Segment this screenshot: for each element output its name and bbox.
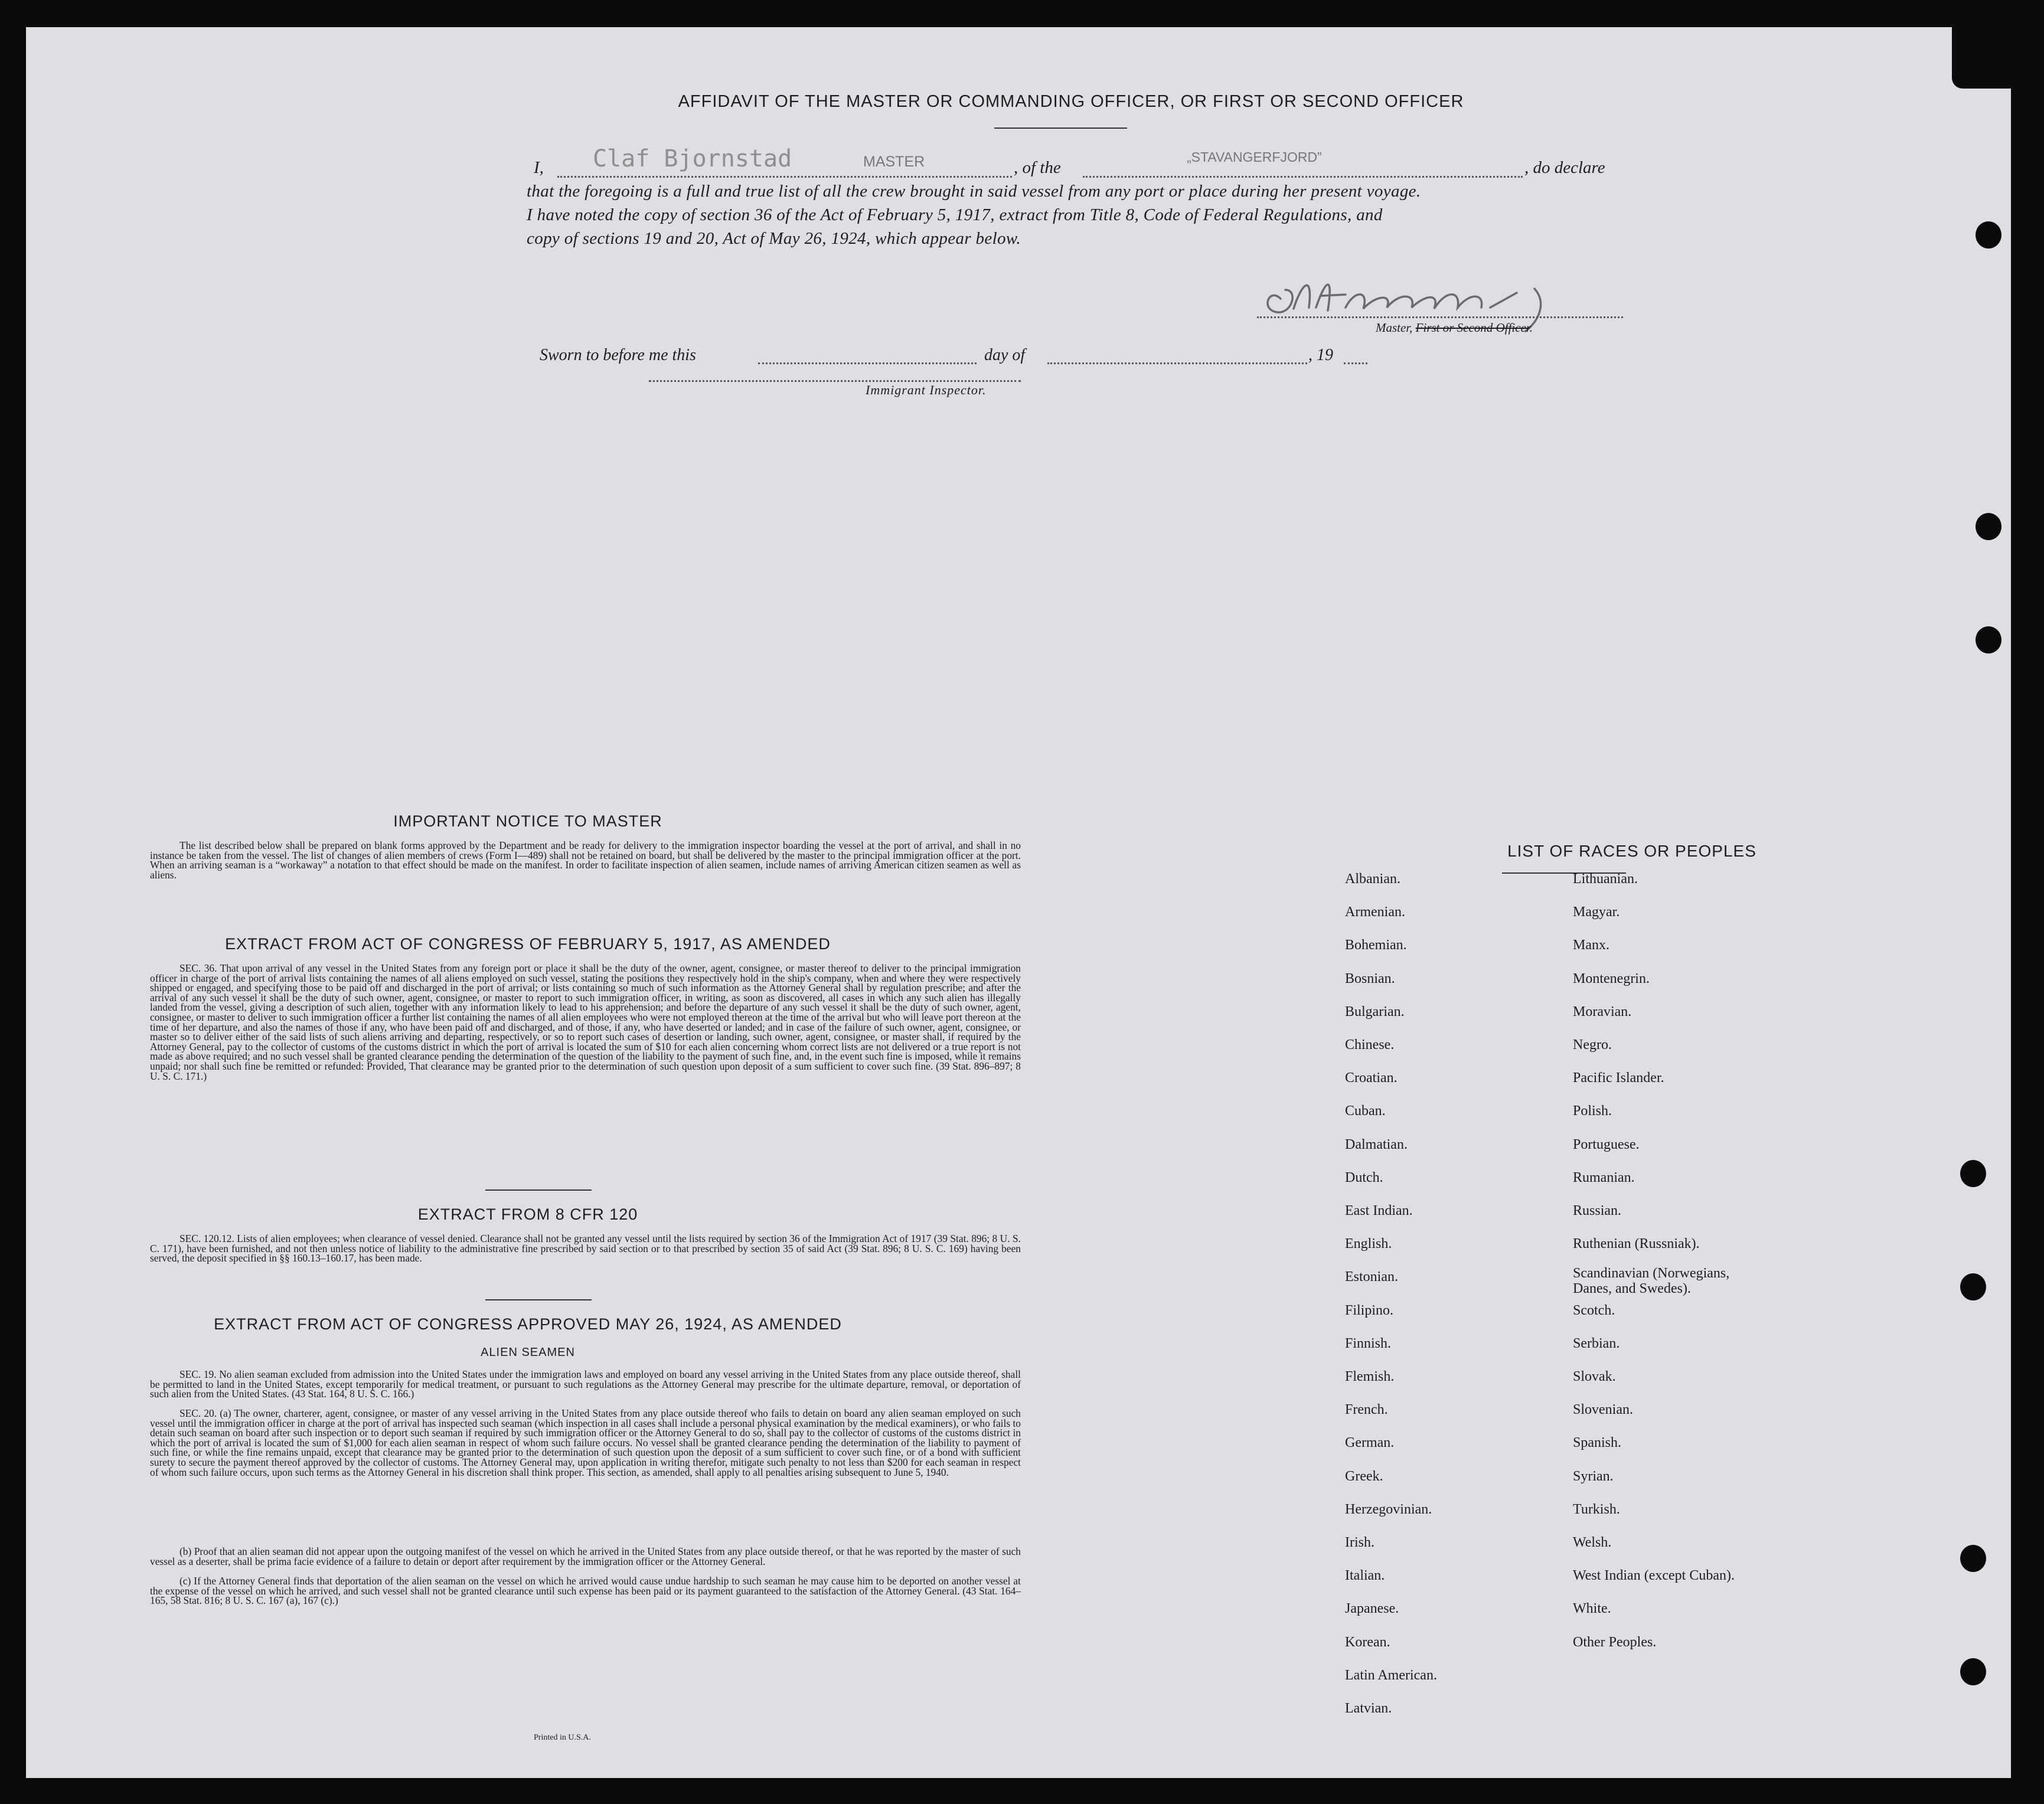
race-item: Herzegovinian. — [1345, 1501, 1432, 1517]
race-item: Polish. — [1573, 1103, 1612, 1119]
notice-text: The list described below shall be prepared on blank forms approved by the Department and be ready for delivery to the immigration inspector boarding the vessel at the port of arrival, and shall in no instance be taken from the vessel. The list of changes of alien members of crews (Form I—489) shall not be retained on board, but shall be delivered by the master to the principal immigration officer at the port. When an arriving seaman is a “workaway” a notation to that effect should be made on the manifest. In order to facilitate inspection of alien seamen, include names of arriving American citizen seamen as well as aliens. — [150, 839, 1021, 881]
vessel-name: „STAVANGERFJORD” — [1187, 149, 1322, 165]
extract-8cfr-title: EXTRACT FROM 8 CFR 120 — [417, 1205, 638, 1223]
of-the-text: , of the — [1014, 158, 1061, 177]
affidavit-title: AFFIDAVIT OF THE MASTER OR COMMANDING OFFICER, OR FIRST OR SECOND OFFICER — [678, 92, 1464, 111]
race-item: Armenian. — [1345, 904, 1405, 920]
divider — [485, 1189, 592, 1191]
declaration-line-2: that the foregoing is a full and true list of all the crew brought in said vessel from any port or place during her present voyage. — [527, 182, 1421, 201]
declaration-line-3: I have noted the copy of section 36 of the Act of February 5, 1917, extract from Title 8, Code of Federal Regulations, and — [527, 205, 1383, 224]
race-item: Welsh. — [1573, 1535, 1612, 1550]
name-line — [557, 176, 1012, 178]
race-item: Chinese. — [1345, 1037, 1395, 1053]
race-item: Greek. — [1345, 1468, 1383, 1484]
race-item: Italian. — [1345, 1568, 1385, 1584]
caption-struck-officer: First or Second Officer — [1415, 321, 1530, 335]
race-item: Moravian. — [1573, 1004, 1632, 1019]
race-item: Ruthenian (Russniak). — [1573, 1236, 1700, 1252]
race-item: Scotch. — [1573, 1302, 1615, 1318]
race-item: Lithuanian. — [1573, 871, 1638, 887]
caption-master: Master, — [1376, 321, 1413, 335]
divider — [485, 1299, 592, 1300]
race-item: Bosnian. — [1345, 970, 1395, 986]
race-item: Magyar. — [1573, 904, 1620, 920]
declaration-i: I, — [534, 158, 544, 177]
sworn-month-line — [1047, 362, 1307, 364]
master-rank: MASTER — [863, 153, 925, 170]
race-item: Montenegrin. — [1573, 970, 1650, 986]
race-item: Albanian. — [1345, 871, 1400, 887]
notice-title: IMPORTANT NOTICE TO MASTER — [393, 812, 662, 830]
binder-hole — [1960, 1273, 1986, 1300]
race-item: Korean. — [1345, 1634, 1390, 1650]
binder-hole — [1960, 1160, 1986, 1187]
race-item: German. — [1345, 1435, 1395, 1451]
binder-hole — [1976, 626, 2001, 653]
extract-1917-title: EXTRACT FROM ACT OF CONGRESS OF FEBRUARY 5, 1917, AS AMENDED — [225, 935, 831, 953]
race-item: Japanese. — [1345, 1601, 1399, 1617]
race-item: Finnish. — [1345, 1335, 1392, 1351]
master-name: Claf Bjornstad — [593, 145, 792, 172]
extract-8cfr-text: SEC. 120.12. Lists of alien employees; when clearance of vessel denied. Clearance shall not be granted any vessel until the lists required by section 36 of the Immigration Act of 1917 (39 Stat. 896; 8 U. S. C. 171), have been furnished, and not then unless notice of liability to the administrative fine prescribed by said section or to that prescribed by section 35 of said Act (39 Stat. 896; 8 U. S. C. 169) having been served, the deposit specified in §§ 160.13–160.17, has been made. — [150, 1233, 1021, 1264]
year-line — [1344, 362, 1367, 364]
year-prefix: , 19 — [1308, 346, 1333, 364]
race-item: Pacific Islander. — [1573, 1070, 1664, 1086]
extract-1924-sec20b: (b) Proof that an alien seaman did not appear upon the outgoing manifest of the vessel on which he arrived in the United States from any place outside thereof, or that he was reported by the master of such vessel as a deserter, shall be prima facie evidence of a failure to detain or deport after requirement by the immigration officer or the Attorney General. — [150, 1545, 1021, 1567]
race-item: West Indian (except Cuban). — [1573, 1568, 1735, 1584]
declaration-line-4: copy of sections 19 and 20, Act of May 26, 1924, which appear below. — [527, 229, 1021, 248]
race-item: Rumanian. — [1573, 1169, 1635, 1185]
race-item: Slovenian. — [1573, 1402, 1633, 1418]
race-item: Latin American. — [1345, 1667, 1437, 1683]
printed-in-usa: Printed in U.S.A. — [534, 1733, 591, 1742]
race-item: Irish. — [1345, 1535, 1374, 1550]
race-item: Spanish. — [1573, 1435, 1622, 1451]
race-item: Syrian. — [1573, 1468, 1614, 1484]
race-item: Serbian. — [1573, 1335, 1620, 1351]
races-title: LIST OF RACES OR PEOPLES — [1507, 842, 1756, 860]
race-item: Dalmatian. — [1345, 1136, 1408, 1152]
extract-1924-sec20a: SEC. 20. (a) The owner, charterer, agent, consignee, or master of any vessel arriving in the United States from any place outside thereof who fails to detain on board any alien seaman employed on such vessel until the immigration officer in charge at the port of arrival has inspected such seaman (which inspection in all cases shall include a personal physical examination by the medical examiners), or who fails to detain such seaman on board after such inspection or to deport such seaman if required by such immigration officer or the Attorney General to do so, shall pay to the collector of customs of the customs district in which the port of arrival is located the sum of $1,000 for each alien seaman in respect of whom such failure occurs. No vessel shall be granted clearance pending the determination of the liability to payment of such fine, or while the fine remains unpaid, except that clearance may be granted prior to the determination of such question upon the deposit of a sum sufficient to cover such fine, or of a bond with sufficient surety to secure the payment thereof approved by the collector of customs. The Attorney General may, upon application in writing therefor, mitigate such penalty to not less than $200 for each seaman in respect of whom such failure occurs, upon such terms as the Attorney General in his discretion shall think proper. This section, as amended, shall apply to all penalties arising subsequent to June 5, 1940. — [150, 1407, 1021, 1478]
form-page — [26, 27, 2011, 1778]
race-item: French. — [1345, 1402, 1388, 1418]
page-edge-tab — [1952, 27, 2011, 89]
extract-1924-sec19: SEC. 19. No alien seaman excluded from admission into the United States under the immigration laws and employed on board any vessel arriving in the United States from any place outside thereof, shall be permitted to land in the United States, except temporarily for medical treatment, or pursuant to such regulations as the Attorney General may prescribe for the ultimate departure, removal, or deportation of such alien from the United States. (43 Stat. 164, 8 U. S. C. 166.) — [150, 1368, 1021, 1400]
race-item: Manx. — [1573, 937, 1609, 953]
race-item: East Indian. — [1345, 1203, 1413, 1218]
race-item: Russian. — [1573, 1203, 1622, 1218]
divider — [994, 128, 1127, 129]
race-item: Latvian. — [1345, 1701, 1392, 1716]
race-item: Cuban. — [1345, 1103, 1386, 1119]
extract-1924-sec20c: (c) If the Attorney General finds that deportation of the alien seaman on the vessel on which he arrived would cause undue hardship to such seaman he may cause him to be deported on another vessel at the expense of the vessel on which he arrived, and such vessel shall not be granted clearance until such expense has been paid or its payment guaranteed to the satisfaction of the Attorney General. (43 Stat. 164–165, 58 Stat. 816; 8 U. S. C. 167 (a), 167 (c).) — [150, 1575, 1021, 1607]
race-item: Slovak. — [1573, 1369, 1616, 1384]
binder-hole — [1960, 1658, 1986, 1685]
signature-caption — [1376, 321, 1533, 335]
race-item: Bohemian. — [1345, 937, 1407, 953]
signature-line — [1257, 316, 1623, 318]
sworn-text: Sworn to before me this — [540, 346, 696, 364]
race-item: Filipino. — [1345, 1302, 1394, 1318]
do-declare-text: , do declare — [1524, 158, 1605, 177]
race-item: Croatian. — [1345, 1070, 1398, 1086]
extract-1917-text: SEC. 36. That upon arrival of any vessel in the United States from any foreign port or place it shall be the duty of the owner, agent, consignee, or master thereof to deliver to the principal immigration officer in charge of the port of arrival lists containing the names of all aliens employed on such vessel, stating the positions they respectively hold in the ship's company, when and where they were respectively shipped or engaged, and specifying those to be paid off and discharged in the port of arrival; or lists containing so much of such information as the Attorney General shall by regulation prescribe; and after the arrival of any such vessel it shall be the duty of such owner, agent, consignee, or master to report to such immigration officer, in writing, as soon as discovered, all cases in which any such alien has illegally landed from the vessel, giving a description of such alien, together with any information likely to lead to his apprehension; and before the departure of any such vessel it shall be the duty of such owner, agent, consignee, or master to deliver to such immigration officer a further list containing the names of all alien employees who were not employed thereon at the time of the arrival but who will leave port thereon at the time of her departure, and also the names of those if any, who have been paid off and discharged, and of those, if any, who have deserted or landed; and in case of the failure of such owner, agent, consignee, or master so to deliver either of the said lists of such aliens arriving and departing, respectively, or so to report such cases of desertion or landing, such owner, agent, consignee, or master shall, if required by the Attorney General, pay to the collector of customs of the customs district in which the port of arrival is located the sum of $10 for each alien concerning whom correct lists are not delivered or a true report is not made as above required; and no such vessel shall be granted clearance pending the determination of the question of the liability to the payment of such fine, and, in the event such fine is imposed, while it remains unpaid; nor shall such fine be remitted or refunded: Provided, That clearance may be granted prior to the determination of such question upon deposit of a sum sufficient to cover such fine. (39 Stat. 896–897; 8 U. S. C. 171.) — [150, 962, 1021, 1082]
sworn-day-line — [758, 362, 977, 364]
binder-hole — [1976, 221, 2001, 249]
inspector-caption: Immigrant Inspector. — [866, 383, 987, 397]
binder-hole — [1960, 1545, 1986, 1572]
race-item: Flemish. — [1345, 1369, 1395, 1384]
race-item: English. — [1345, 1236, 1392, 1252]
extract-1924-title: EXTRACT FROM ACT OF CONGRESS APPROVED MAY 26, 1924, AS AMENDED — [214, 1315, 842, 1333]
day-of-text: day of — [984, 346, 1026, 364]
race-item: Turkish. — [1573, 1501, 1620, 1517]
inspector-line — [649, 380, 1021, 382]
alien-seamen-subtitle: ALIEN SEAMEN — [481, 1346, 575, 1359]
binder-hole — [1976, 513, 2001, 540]
race-item: Scandinavian (Norwegians, Danes, and Swedes). — [1573, 1266, 1730, 1297]
race-item: Portuguese. — [1573, 1136, 1640, 1152]
race-item: Other Peoples. — [1573, 1634, 1657, 1650]
race-item: Estonian. — [1345, 1269, 1398, 1285]
race-item: Dutch. — [1345, 1169, 1383, 1185]
race-item: White. — [1573, 1601, 1611, 1617]
vessel-line — [1083, 176, 1523, 178]
race-item: Bulgarian. — [1345, 1004, 1405, 1019]
race-item: Negro. — [1573, 1037, 1612, 1053]
caption-period: . — [1529, 321, 1533, 335]
